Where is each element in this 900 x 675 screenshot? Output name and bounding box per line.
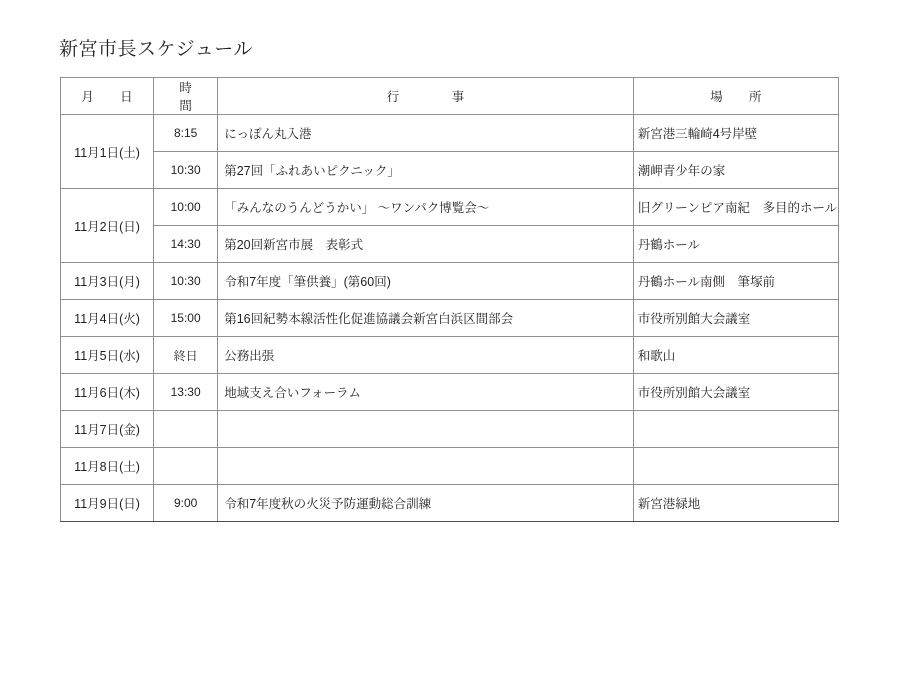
cell-date: 11月3日(月) xyxy=(61,263,154,300)
column-header-place-label: 場 所 xyxy=(710,90,769,104)
cell-time: 14:30 xyxy=(154,226,218,263)
table-row xyxy=(61,115,839,152)
table-row xyxy=(61,485,839,522)
cell-event: 第27回「ふれあいピクニック」 xyxy=(218,152,634,189)
cell-event: 令和7年度「筆供養」(第60回) xyxy=(218,263,634,300)
table-row xyxy=(61,448,839,485)
cell-date: 11月1日(土) xyxy=(61,115,154,189)
cell-place xyxy=(633,411,838,448)
cell-place: 新宮港三輪崎4号岸壁 xyxy=(633,115,838,152)
cell-date: 11月4日(火) xyxy=(61,300,154,337)
cell-date: 11月8日(土) xyxy=(61,448,154,485)
cell-event: 令和7年度秋の火災予防運動総合訓練 xyxy=(218,485,634,522)
table-header xyxy=(61,78,839,115)
cell-time: 10:30 xyxy=(154,152,218,189)
table-row xyxy=(61,374,839,411)
page-title: 新宮市長スケジュール xyxy=(59,39,253,60)
table-row xyxy=(61,337,839,374)
cell-time: 8:15 xyxy=(154,115,218,152)
table-row xyxy=(61,300,839,337)
cell-place: 市役所別館大会議室 xyxy=(633,300,838,337)
cell-place: 市役所別館大会議室 xyxy=(633,374,838,411)
cell-time: 終日 xyxy=(154,337,218,374)
cell-date: 11月9日(日) xyxy=(61,485,154,522)
cell-date: 11月5日(水) xyxy=(61,337,154,374)
cell-time xyxy=(154,411,218,448)
column-header-time-label: 時 間 xyxy=(179,81,219,113)
table-row xyxy=(61,189,839,226)
mayor-schedule-table xyxy=(60,77,839,522)
cell-event: にっぽん丸入港 xyxy=(218,115,634,152)
column-header-event xyxy=(218,78,634,115)
column-header-date-label: 月 日 xyxy=(81,90,140,104)
cell-event: 第16回紀勢本線活性化促進協議会新宮白浜区間部会 xyxy=(218,300,634,337)
cell-place: 新宮港緑地 xyxy=(633,485,838,522)
cell-date: 11月2日(日) xyxy=(61,189,154,263)
cell-place: 丹鶴ホール南側 筆塚前 xyxy=(633,263,838,300)
cell-place: 潮岬青少年の家 xyxy=(633,152,838,189)
cell-date: 11月7日(金) xyxy=(61,411,154,448)
cell-time: 10:30 xyxy=(154,263,218,300)
cell-place: 丹鶴ホール xyxy=(633,226,838,263)
cell-time: 9:00 xyxy=(154,485,218,522)
cell-time: 13:30 xyxy=(154,374,218,411)
cell-place: 旧グリーンピア南紀 多目的ホール xyxy=(633,189,838,226)
cell-place: 和歌山 xyxy=(633,337,838,374)
cell-event: 「みんなのうんどうかい」 ～ワンパク博覧会～ xyxy=(218,189,634,226)
table-row xyxy=(61,152,839,189)
column-header-time xyxy=(154,78,218,115)
table-body xyxy=(61,115,839,522)
cell-date: 11月6日(木) xyxy=(61,374,154,411)
column-header-date xyxy=(61,78,154,115)
cell-event xyxy=(218,448,634,485)
table-row xyxy=(61,263,839,300)
cell-event xyxy=(218,411,634,448)
cell-time: 10:00 xyxy=(154,189,218,226)
cell-place xyxy=(633,448,838,485)
cell-time: 15:00 xyxy=(154,300,218,337)
cell-time xyxy=(154,448,218,485)
header-row xyxy=(61,78,839,115)
table-row xyxy=(61,411,839,448)
table-row xyxy=(61,226,839,263)
cell-event: 地域支え合いフォーラム xyxy=(218,374,634,411)
column-header-event-label: 行 事 xyxy=(386,90,485,104)
cell-event: 第20回新宮市展 表彰式 xyxy=(218,226,634,263)
cell-event: 公務出張 xyxy=(218,337,634,374)
column-header-place xyxy=(633,78,838,115)
